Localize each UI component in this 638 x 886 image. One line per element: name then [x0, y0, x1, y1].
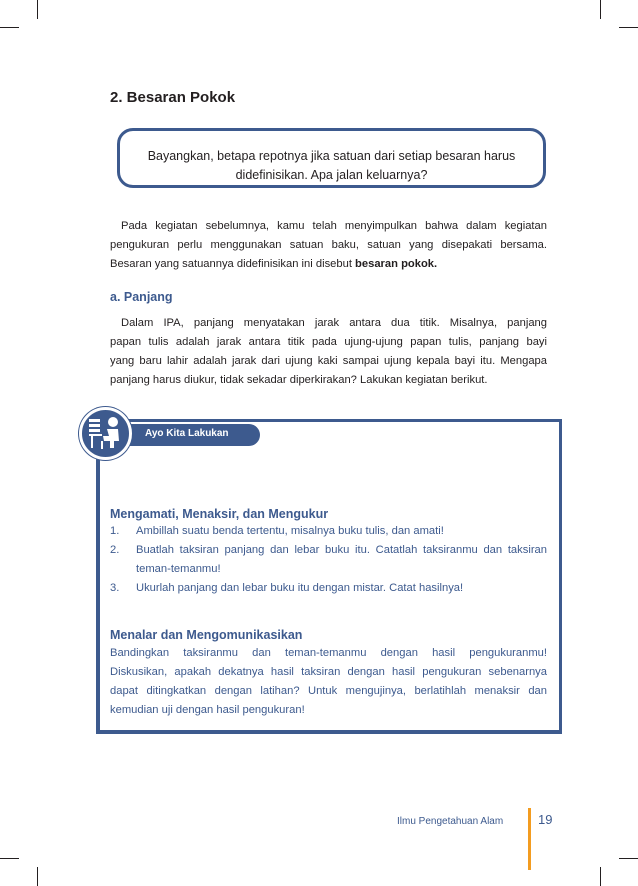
page-number: 19	[538, 812, 553, 827]
crop-mark	[600, 0, 601, 19]
section-title: 2. Besaran Pokok	[110, 89, 236, 106]
crop-mark	[37, 0, 38, 19]
length-paragraph	[110, 314, 547, 390]
activity-heading-communicate: Menalar dan Mengomunikasikan	[110, 628, 303, 642]
paragraph-line: Dalam IPA, panjang menyatakan jarak antara dua titik. Misalnya, panjang	[121, 317, 547, 329]
footer-divider	[528, 808, 531, 870]
crop-mark	[0, 27, 19, 28]
paragraph-line: kemudian uji dengan hasil pengukuran!	[110, 704, 305, 716]
paragraph-line: Diskusikan, apakah dekatnya hasil taksiran dengan hasil pengukuran sebenarnya	[110, 666, 547, 678]
question-callout	[117, 128, 546, 188]
subsection-title: a. Panjang	[110, 290, 173, 304]
paragraph-line: papan tulis adalah jarak antara titik pada ujung-ujung papan tulis, panjang bayi	[110, 336, 547, 348]
activity-steps	[110, 522, 547, 598]
list-item	[110, 522, 547, 541]
intro-paragraph	[110, 217, 547, 274]
paragraph-line: Pada kegiatan sebelumnya, kamu telah menyimpulkan bahwa dalam kegiatan	[121, 220, 547, 232]
bold-term: besaran pokok.	[355, 258, 438, 270]
paragraph-line	[110, 255, 547, 274]
paragraph-line: dapat ditingkatkan dengan latihan? Untuk mengujinya, berlatihlah menaksir dan	[110, 685, 547, 697]
callout-line: didefinisikan. Apa jalan keluarnya?	[235, 168, 428, 182]
paragraph-line: panjang harus diukur, tidak sekadar diperkirakan? Lakukan kegiatan berikut.	[110, 374, 488, 386]
paragraph-text: Besaran yang satuannya didefinisikan ini disebut	[110, 258, 356, 270]
activity-badge-label: Ayo Kita Lakukan	[145, 428, 229, 439]
crop-mark	[619, 27, 638, 28]
activity-heading-observe: Mengamati, Menaksir, dan Mengukur	[110, 507, 329, 521]
crop-mark	[37, 867, 38, 886]
list-item	[110, 579, 547, 598]
paragraph-line: pengukuran perlu menggunakan satuan baku, satuan yang disepakati bersama.	[110, 239, 547, 251]
crop-mark	[0, 858, 19, 859]
step-number: 2.	[110, 544, 120, 556]
step-text: Ambillah suatu benda tertentu, misalnya buku tulis, dan amati!	[136, 525, 444, 537]
step-number: 1.	[110, 525, 120, 537]
step-number: 3.	[110, 582, 120, 594]
crop-mark	[619, 858, 638, 859]
list-item	[110, 541, 547, 579]
callout-line: Bayangkan, betapa repotnya jika satuan dari setiap besaran harus	[147, 149, 516, 163]
student-desk-icon-graphic	[82, 410, 129, 457]
step-text: Ukurlah panjang dan lebar buku itu dengan mistar. Catat hasilnya!	[136, 582, 464, 594]
step-text: teman-temanmu!	[136, 563, 221, 575]
paragraph-line: yang baru lahir adalah jarak dari ujung kaki sampai ujung kepala bayi itu. Mengapa	[110, 355, 547, 367]
step-text: Buatlah taksiran panjang dan lebar buku itu. Catatlah taksiranmu dan taksiran	[136, 544, 547, 556]
crop-mark	[600, 867, 601, 886]
student-desk-icon	[79, 407, 132, 460]
book-title: Ilmu Pengetahuan Alam	[397, 816, 504, 827]
communicate-paragraph	[110, 644, 547, 720]
paragraph-line: Bandingkan taksiranmu dan teman-temanmu dengan hasil pengukuranmu!	[110, 647, 547, 659]
